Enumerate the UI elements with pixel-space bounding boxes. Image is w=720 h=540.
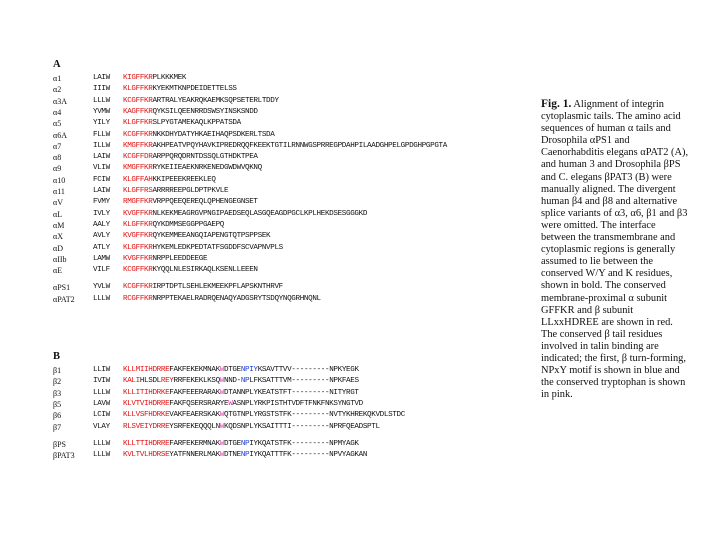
residue-segment: LYRGSTSTFK---------NVTYKHREKQKVDLSTDC <box>249 411 405 420</box>
residue-segment: KL <box>123 175 132 184</box>
residue-segment: NRPPLEEDDEEGE <box>152 254 208 263</box>
residue-segment: KLLTTI <box>123 439 149 448</box>
transmembrane-residues: LAMW <box>93 254 110 263</box>
transmembrane-residues: AALY <box>93 220 110 229</box>
sequence <box>93 366 359 375</box>
residue-segment: W <box>219 439 224 448</box>
transmembrane-residues: VILF <box>93 266 110 275</box>
residue-segment: RYKEIIEAEKNRKENEDGWDWVQKNQ <box>152 164 262 173</box>
residue-segment: GFFKR <box>131 130 153 139</box>
residue-segment: KL <box>123 119 132 128</box>
residue-segment: KYQQLNLESIRKAQLKSENLLEEEN <box>152 266 258 275</box>
sequence <box>93 440 359 449</box>
residue-segment: GFFKR <box>131 141 153 150</box>
residue-segment: W <box>219 411 224 420</box>
sequence <box>93 164 262 173</box>
residue-segment: KV <box>123 209 132 218</box>
residue-segment: KM <box>123 141 132 150</box>
residue-segment: KI <box>123 74 132 82</box>
sequence <box>93 74 186 83</box>
residue-segment: YATFNNERLMAK <box>169 451 220 460</box>
transmembrane-residues: IIIW <box>93 85 110 94</box>
residue-segment: KL <box>123 187 132 195</box>
residue-segment: NP <box>240 377 250 386</box>
residue-segment: GFFKR <box>131 107 153 116</box>
sequence <box>93 221 224 230</box>
sequence <box>93 187 228 196</box>
sequence-name: β2 <box>53 377 62 387</box>
sequence-name: α2 <box>53 85 62 95</box>
residue-segment: GFFKR <box>131 243 153 252</box>
section-label-a: A <box>53 59 61 70</box>
residue-segment: KLLVSF <box>123 411 149 420</box>
residue-segment: KV <box>123 254 132 263</box>
residue-segment: KM <box>123 164 132 173</box>
residue-segment: W <box>219 377 225 386</box>
figure-caption <box>541 98 691 401</box>
sequence <box>93 400 363 409</box>
residue-segment: SLPYGTAMEKAQLKPPATSDA <box>152 119 241 128</box>
sequence-name: αM <box>53 220 65 230</box>
residue-segment: HDRKE <box>148 388 170 397</box>
transmembrane-residues: LAVW <box>93 399 110 408</box>
sequence-name: β6 <box>53 411 62 421</box>
sequence-name: α8 <box>53 153 62 163</box>
sequence-name: α4 <box>53 107 62 117</box>
residue-segment: DTNE <box>224 451 241 460</box>
sequence-name: α9 <box>53 164 62 174</box>
transmembrane-residues: VLIW <box>93 164 110 173</box>
transmembrane-residues: FLLW <box>93 130 110 139</box>
sequence <box>93 283 283 292</box>
sequence-name: α5 <box>53 119 62 129</box>
sequence <box>93 255 207 264</box>
transmembrane-residues: AVLY <box>93 232 110 241</box>
residue-segment: GFFKR <box>131 209 153 218</box>
sequence <box>93 85 237 94</box>
transmembrane-residues: FVMY <box>93 198 110 207</box>
residue-segment: FAKFQSERSRARYE <box>169 399 229 408</box>
transmembrane-residues: LLLW <box>93 96 110 105</box>
sequence-name: αL <box>53 209 63 219</box>
residue-segment: KEATSTFT---------NITYRGT <box>257 388 359 397</box>
residue-segment: QYKSILQEENRRDSWSYINSKSNDD <box>152 107 258 116</box>
residue-segment: GFFKR <box>131 74 153 82</box>
transmembrane-residues: IVIW <box>93 377 110 386</box>
sequence <box>93 266 258 275</box>
residue-segment: KC <box>123 130 132 139</box>
residue-segment: KC <box>123 283 132 292</box>
sequence <box>93 210 367 219</box>
residue-segment: GFFKR <box>131 283 153 292</box>
residue-segment: GFFKR <box>131 198 153 207</box>
residue-segment: LYRKPISTHTVDFTFNKFNKSYNGTVD <box>249 399 363 408</box>
residue-segment: QYKEMMEEANGQIAPENGTQTPSPPSEK <box>152 232 271 241</box>
residue-segment: LFKSATTTVM---------NPKFAES <box>249 377 359 386</box>
sequence-name: α1 <box>53 74 62 83</box>
caption-label: Fig. 1. <box>541 98 572 110</box>
transmembrane-residues: VLAY <box>93 422 110 431</box>
residue-segment: RM <box>123 198 132 207</box>
residue-segment: GFFKR <box>131 164 153 173</box>
residue-segment: VAKFEAERSKAK <box>169 411 220 420</box>
residue-segment: FAKFEEERARAK <box>169 388 220 397</box>
sequence-name: α3A <box>53 96 67 106</box>
sequence-name: β1 <box>53 366 62 375</box>
residue-segment: W <box>219 422 224 431</box>
transmembrane-residues: LAIW <box>93 187 110 195</box>
residue-segment: KYEKMTKNPDEIDETTELSS <box>152 85 237 94</box>
residue-segment: GFFKR <box>131 254 153 263</box>
residue-segment: I <box>249 366 254 374</box>
residue-segment: NKKDHYDATYHKAEIHAQPSDKERLTSDA <box>152 130 275 139</box>
residue-segment: I <box>135 377 140 386</box>
residue-segment: GFFKR <box>131 294 153 303</box>
residue-segment: HDRRE <box>148 399 170 408</box>
sequence-name: αV <box>53 198 63 208</box>
residue-segment: ARRRREEPGLDPTPKVLE <box>152 187 229 195</box>
residue-segment: KLLMII <box>123 366 149 374</box>
residue-segment: GFFKR <box>131 220 153 229</box>
sequence <box>93 198 258 207</box>
residue-segment: GFFKR <box>131 119 153 128</box>
transmembrane-residues: YILY <box>93 119 110 128</box>
transmembrane-residues: LAIW <box>93 74 110 82</box>
sequence <box>93 389 359 398</box>
residue-segment: GFFAH <box>131 175 153 184</box>
residue-segment: KL <box>123 85 132 94</box>
residue-segment: IYKQATSTFK---------NPMYAGK <box>249 439 359 448</box>
sequence-name: αX <box>53 232 63 242</box>
residue-segment: KAL <box>123 377 136 386</box>
residue-segment: VRPPQEEQEREQLQPHENGEGNSET <box>152 198 258 207</box>
residue-segment: KLVTVI <box>123 399 149 408</box>
transmembrane-residues: LAIW <box>93 153 110 162</box>
transmembrane-residues: LLLW <box>93 294 110 303</box>
sequence <box>93 108 258 117</box>
residue-segment: NP <box>240 451 250 460</box>
residue-segment: FAKFEKEKMNAK <box>169 366 220 374</box>
residue-segment: W <box>219 388 224 397</box>
residue-segment: KV <box>123 232 132 241</box>
residue-segment: LY <box>249 388 258 397</box>
sequence <box>93 176 216 185</box>
transmembrane-residues: YVLW <box>93 283 110 292</box>
residue-segment: RC <box>123 294 132 303</box>
sequence-name: α11 <box>53 187 65 196</box>
sequence <box>93 451 367 460</box>
sequence-name: α10 <box>53 175 66 185</box>
residue-segment: REY <box>160 377 174 386</box>
residue-segment: HDRRE <box>148 439 170 448</box>
residue-segment: QTGTNP <box>224 411 250 420</box>
residue-segment: QYKDMMSEGGPPGAEPQ <box>152 220 224 229</box>
sequence <box>93 119 241 128</box>
sequence <box>93 295 321 304</box>
residue-segment: IYKQATTTFK---------NPVYAGKAN <box>249 451 368 460</box>
sequence-name: αD <box>53 243 63 253</box>
transmembrane-residues: LLLW <box>93 388 110 397</box>
residue-segment: FARFEKERMNAK <box>169 439 220 448</box>
residue-segment: HLSDL <box>139 377 161 386</box>
residue-segment: RLSVEI <box>123 422 149 431</box>
transmembrane-residues: LCIW <box>93 411 110 420</box>
sequence <box>93 411 405 420</box>
sequence-name: αPS1 <box>53 283 71 293</box>
transmembrane-residues: IVLY <box>93 209 110 218</box>
residue-segment: KC <box>123 153 132 162</box>
transmembrane-residues: LLIW <box>93 366 110 374</box>
residue-segment: Y <box>253 366 258 374</box>
residue-segment: HYKEMLEDKPEDTATFSGDDFSCVAPNVPLS <box>152 243 283 252</box>
residue-segment: W <box>219 366 224 374</box>
residue-segment: NLKEKMEAGRGVPNGIPAEDSEQLASGQEAGDPGCLKPLHEKDSESGGGKD <box>152 209 368 218</box>
residue-segment: NND- <box>224 377 241 386</box>
sequence-name: β3 <box>53 388 62 398</box>
sequence <box>93 142 447 151</box>
sequence <box>93 423 380 432</box>
sequence-name: αE <box>53 266 63 276</box>
sequence-name: αPAT2 <box>53 294 75 304</box>
sequence-name: βPS <box>53 439 66 449</box>
residue-segment: ARPPQRQDRNTDSSQLGTHDKTPEA <box>152 153 258 162</box>
transmembrane-residues: LLLW <box>93 439 110 448</box>
caption-text: Alignment of integrin cytoplasmic tails. The amino acid sequences of human α tails and Drosophila αPS1 and Caenorhabditis elegans αPAT2 (A), and human 3 and Drosophila βPS and C. elegans βPAT3 (B) were manually aligned. The divergent human β4 and β8 and alternative splice variants of α3, α6, β1 and β3 were omitted. The interface between the transmembrane and cytoplasmic regions is generally assumed to lie between the conserved W/Y and K residues, shown in bold. The conserved membrane-proximal α subunit GFFKR and β subunit LLxxHDREE are shown in red. The conserved β tail residues involved in talin binding are indicated; the first, β turn-forming, NPxY motif is shown in blue and the conserved tryptophan is shown in pink. <box>541 99 689 401</box>
residue-segment: DTGE <box>224 366 241 374</box>
sequence-name: α6A <box>53 130 67 140</box>
residue-segment: GFFKR <box>131 96 153 105</box>
residue-segment: DTANNP <box>224 388 250 397</box>
transmembrane-residues: ILLW <box>93 141 110 150</box>
residue-segment: GFFDR <box>131 153 153 162</box>
residue-segment: NRPPTEKAELRADRQENAQYADGSRYTSDQYNQGRHNQNL <box>152 294 321 303</box>
residue-segment: PLKKKMEK <box>152 74 187 82</box>
residue-segment: LYKSAITTTI---------NPRFQEADSPTL <box>249 422 380 431</box>
sequence-name: α7 <box>53 141 62 151</box>
sequence-name: β5 <box>53 399 62 409</box>
sequence-name: αIIb <box>53 254 67 264</box>
sequence-name: βPAT3 <box>53 451 75 461</box>
section-label-b: B <box>53 351 61 362</box>
residue-segment: KC <box>123 96 132 105</box>
residue-segment: W <box>219 451 224 460</box>
transmembrane-residues: LLLW <box>93 451 110 460</box>
residue-segment: HDRRE <box>148 366 170 374</box>
residue-segment: KL <box>123 243 132 252</box>
residue-segment: KC <box>123 266 132 275</box>
sequence <box>93 153 258 162</box>
residue-segment: KSAVTTVV---------NPKYEGK <box>257 366 359 374</box>
residue-segment: KA <box>123 107 132 116</box>
residue-segment: YSRFEKEQQQLN <box>169 422 220 431</box>
residue-segment: GFFRS <box>131 187 153 195</box>
residue-segment: HDRSE <box>148 451 170 460</box>
residue-segment: ASNP <box>232 399 250 408</box>
residue-segment: AKHPEATVPQYHAVKIPREDRQQFKEEKTGTILRNNWGSPRREGPDAHPILAADGHPELGPDGHPGPGTA <box>152 141 447 150</box>
residue-segment: RRFEKEKLKSQ <box>173 377 220 386</box>
residue-segment: GFFKR <box>131 232 153 241</box>
residue-segment: KVLTVL <box>123 451 149 460</box>
residue-segment: W <box>228 399 233 408</box>
residue-segment: YDRRE <box>148 422 170 431</box>
sequence <box>93 377 359 386</box>
residue-segment: KLLITI <box>123 388 149 397</box>
sequence-name: β7 <box>53 422 62 432</box>
transmembrane-residues: ATLY <box>93 243 110 252</box>
residue-segment: NP <box>240 439 250 448</box>
transmembrane-residues: FCIW <box>93 175 110 184</box>
sequence <box>93 131 274 140</box>
residue-segment: GFFKR <box>131 85 153 94</box>
sequence <box>93 232 270 241</box>
sequence <box>93 244 283 253</box>
residue-segment: KL <box>123 220 132 229</box>
residue-segment: DTGE <box>224 439 241 448</box>
residue-segment: HDRKE <box>148 411 170 420</box>
transmembrane-residues: YVMW <box>93 107 110 116</box>
residue-segment: KKIPEEEKREEKLEQ <box>152 175 216 184</box>
residue-segment: ARTRALYEAKRQKAEMKSQPSETERLTDDY <box>152 96 279 105</box>
sequence <box>93 97 279 106</box>
residue-segment: KQDSNP <box>224 422 250 431</box>
residue-segment: NP <box>240 366 250 374</box>
residue-segment: GFFKR <box>131 266 153 275</box>
residue-segment: IRPTDPTLSEHLEKMEEKPFLAPSKNTHRVF <box>152 283 283 292</box>
